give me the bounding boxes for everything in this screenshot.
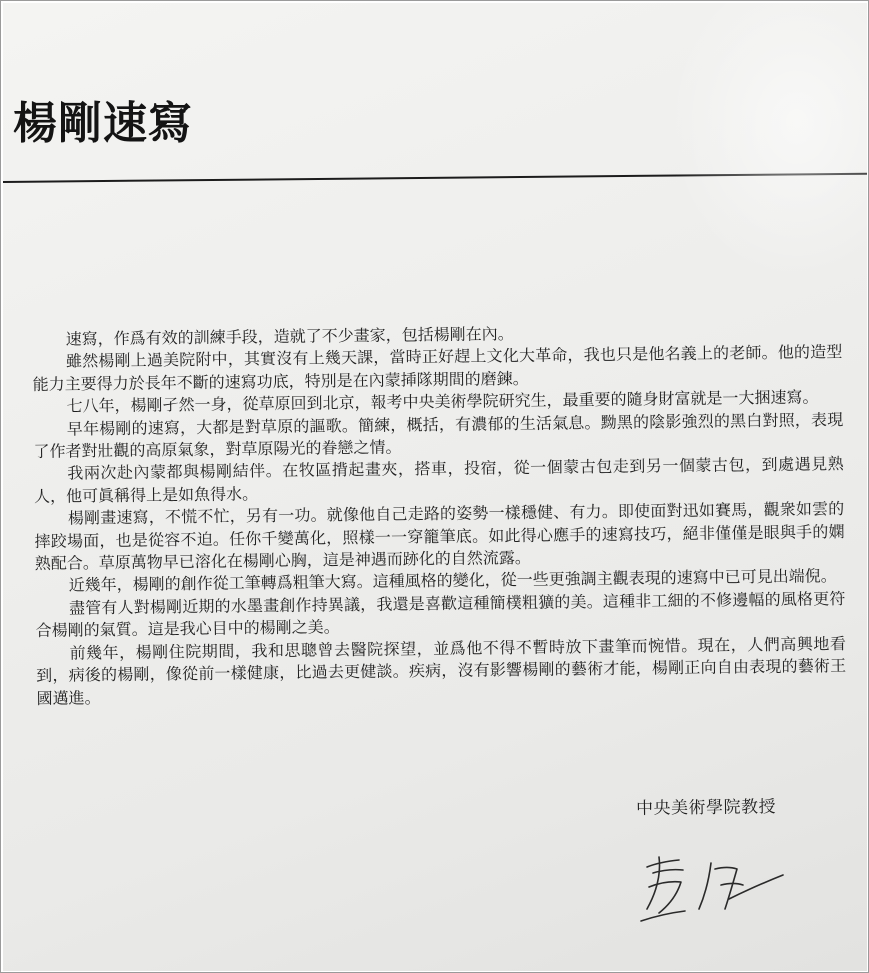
essay-paragraph: 盡管有人對楊剛近期的水墨畫創作持異議，我還是喜歡這種簡樸粗獷的美。這種非工細的不修邊幅的風格更符合楊剛的氣質。這是我心目中的楊剛之美。 (35, 588, 846, 641)
title-divider (3, 173, 867, 183)
essay-paragraph: 楊剛畫速寫，不慌不忙，另有一功。就像他自己走路的姿勢一樣穩健、有力。即使面對迅如賽馬，觀衆如雲的摔跤場面，也是從容不迫。任你千變萬化，照樣一一穿籠筆底。如此得心應手的速寫技巧，絕非僅僅是眼與手的嫻熟配合。草原萬物早已溶化在楊剛心胸，這是神遇而跡化的自然流露。 (34, 499, 845, 574)
essay-body (32, 319, 847, 710)
handwritten-signature (633, 843, 793, 933)
essay-paragraph: 七八年，楊剛孑然一身，從草原回到北京，報考中央美術學院研究生，最重要的隨身財富就是一大捆速寫。 (66, 387, 819, 416)
essay-paragraph: 近幾年，楊剛的創作從工筆轉爲粗筆大寫。這種風格的變化，從一些更強調主觀表現的速寫中已可見出端倪。 (68, 566, 837, 596)
page-title: 楊剛速寫 (13, 98, 193, 149)
essay-paragraph: 前幾年，楊剛住院期間，我和思聰曾去醫院探望，並爲他不得不暫時放下畫筆而惋惜。現在，人們高興地看到，病後的楊剛，像從前一樣健康，比過去更健談。疾病，沒有影響楊剛的藝術才能，楊剛正向自由表現的藝術王國邁進。 (36, 633, 847, 708)
essay-paragraph: 雖然楊剛上過美院附中，其實沒有上幾天課，當時正好趕上文化大革命，我也只是他名義上的老師。他的造型能力主要得力於長年不斷的速寫功底，特別是在內蒙揷隊期間的磨鍊。 (32, 342, 843, 394)
essay-paragraph: 速寫，作爲有效的訓練手段，造就了不少畫家，包括楊剛在內。 (65, 324, 514, 349)
scanned-page (3, 3, 867, 971)
essay-paragraph: 我兩次赴內蒙都與楊剛結伴。在牧區揹起畫夾，搭車，投宿，從一個蒙古包走到另一個蒙古包，到處遇見熟人，他可眞稱得上是如魚得水。 (33, 454, 844, 506)
author-attribution: 中央美術學院教授 (635, 797, 777, 819)
essay-paragraph: 早年楊剛的速寫，大都是對草原的謳歌。簡練，概括，有濃郁的生活氣息。黝黑的陰影強烈的黑白對照，表現了作者對壯觀的高原氣象，對草原陽光的眷戀之情。 (33, 409, 844, 462)
